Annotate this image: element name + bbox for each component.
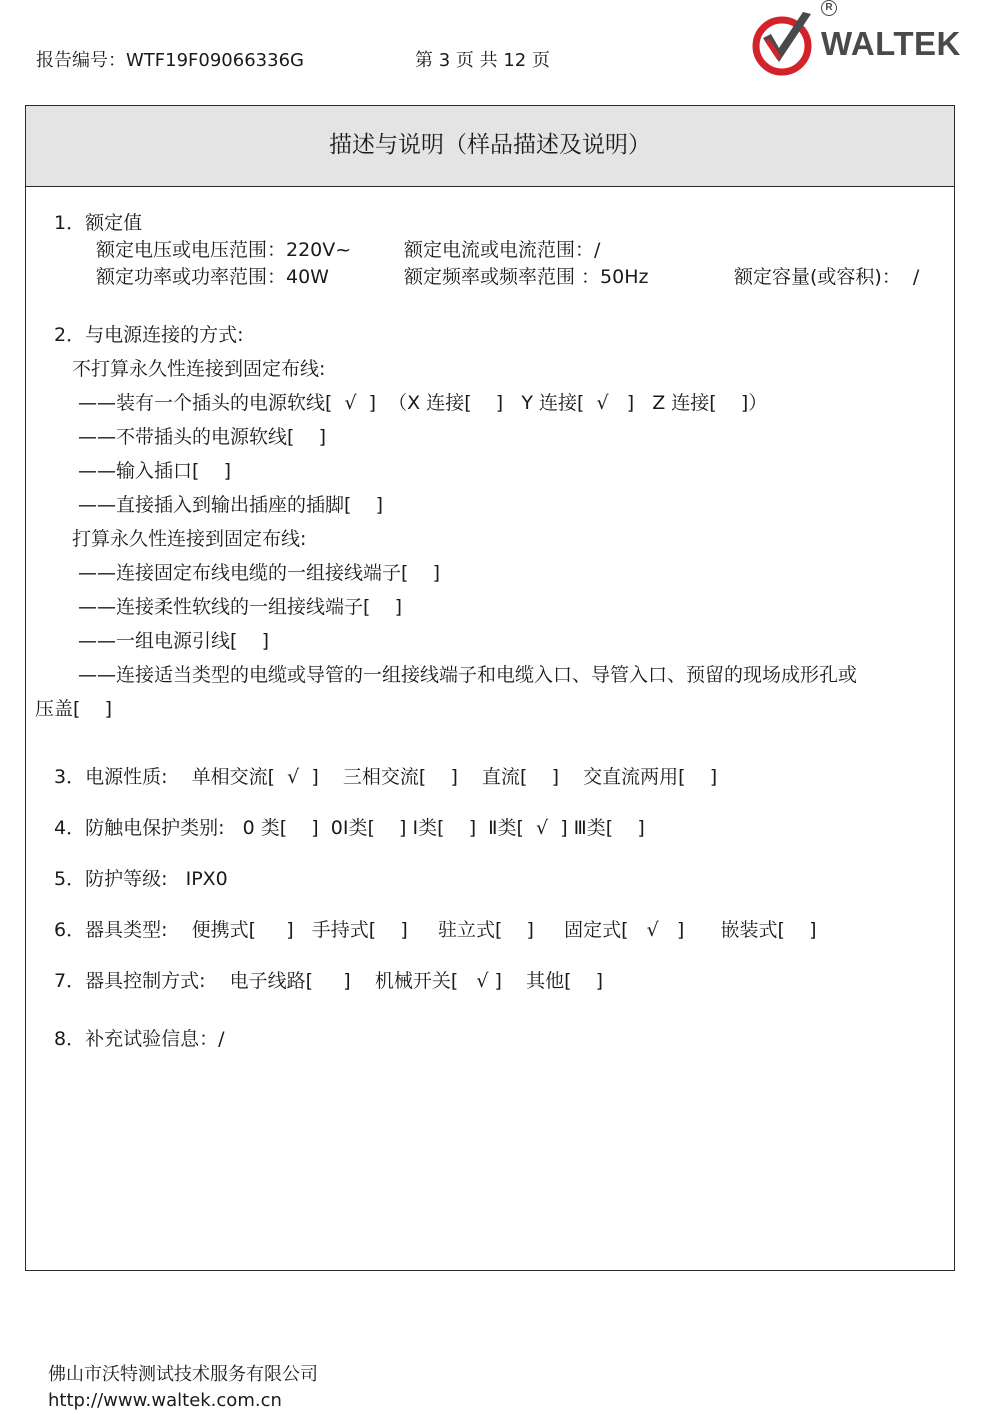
section-title: 描述与说明（样品描述及说明） bbox=[329, 132, 651, 158]
waltek-emblem-icon bbox=[749, 0, 819, 84]
s7-control-method: 7．器具控制方式: 电子线路[ ] 机械开关[ √ ] 其他[ ] bbox=[54, 970, 604, 992]
s2-item-cable-conduit-entry: ——连接适当类型的电缆或导管的一组接线端子和电缆入口、导管入口、预留的现场成形孔或 bbox=[78, 664, 858, 686]
s2-item-plug-cord: ——装有一个插头的电源软线[ √ ] （X 连接[ ] Y 连接[ √ ] Z 连接[ ]） bbox=[78, 392, 768, 414]
s3-power-supply-nature: 3．电源性质: 单相交流[ √ ] 三相交流[ ] 直流[ ] 交直流两用[ ] bbox=[54, 766, 718, 788]
s2-item-cord-no-plug: ——不带插头的电源软线[ ] bbox=[78, 426, 326, 448]
s5-ip-rating: 5．防护等级: IPX0 bbox=[54, 868, 228, 890]
s2-item-fixed-wiring-terminals: ——连接固定布线电缆的一组接线端子[ ] bbox=[78, 562, 440, 584]
s4-protection-class: 4．防触电保护类别: 0 类[ ] 0Ⅰ类[ ] Ⅰ类[ ] Ⅱ类[ √ ] Ⅲ类[ ] bbox=[54, 817, 645, 839]
footer-company: 佛山市沃特测试技术服务有限公司 bbox=[48, 1364, 318, 1385]
waltek-logo bbox=[749, 0, 981, 84]
logo-wordmark: WALTEK bbox=[821, 25, 961, 62]
s2-item-direct-plug-in: ——直接插入到输出插座的插脚[ ] bbox=[78, 494, 383, 516]
s1-rated-voltage: 额定电压或电压范围：220V~ bbox=[96, 239, 352, 261]
s2-non-permanent-heading: 不打算永久性连接到固定布线: bbox=[72, 358, 326, 380]
s1-title: 1．额定值 bbox=[54, 212, 143, 234]
s2-title: 2．与电源连接的方式: bbox=[54, 324, 244, 346]
s2-item-supply-leads: ——一组电源引线[ ] bbox=[78, 630, 269, 652]
s6-appliance-type: 6．器具类型: 便携式[ ] 手持式[ ] 驻立式[ ] 固定式[ √ ] 嵌装式[ ] bbox=[54, 919, 817, 941]
s1-rated-frequency: 额定频率或频率范围 ：50Hz bbox=[404, 266, 649, 288]
s2-item-flexible-cord-terminals: ——连接柔性软线的一组接线端子[ ] bbox=[78, 596, 402, 618]
page-indicator: 第 3 页 共 12 页 bbox=[415, 50, 550, 71]
s2-item-appliance-inlet: ——输入插口[ ] bbox=[78, 460, 231, 482]
s1-rated-current: 额定电流或电流范围：/ bbox=[404, 239, 601, 261]
s2-permanent-heading: 打算永久性连接到固定布线: bbox=[72, 528, 307, 550]
s1-rated-capacity: 额定容量(或容积)： / bbox=[734, 266, 920, 288]
s8-supplementary-info: 8．补充试验信息：/ bbox=[54, 1028, 225, 1050]
s1-rated-power: 额定功率或功率范围：40W bbox=[96, 266, 329, 288]
s2-item-gland: 压盖[ ] bbox=[35, 698, 112, 720]
footer-url[interactable]: http://www.waltek.com.cn bbox=[48, 1390, 282, 1411]
report-number: 报告编号：WTF19F09066336G bbox=[36, 50, 304, 71]
registered-mark-icon: R bbox=[821, 0, 837, 16]
section-title-band bbox=[26, 106, 954, 187]
